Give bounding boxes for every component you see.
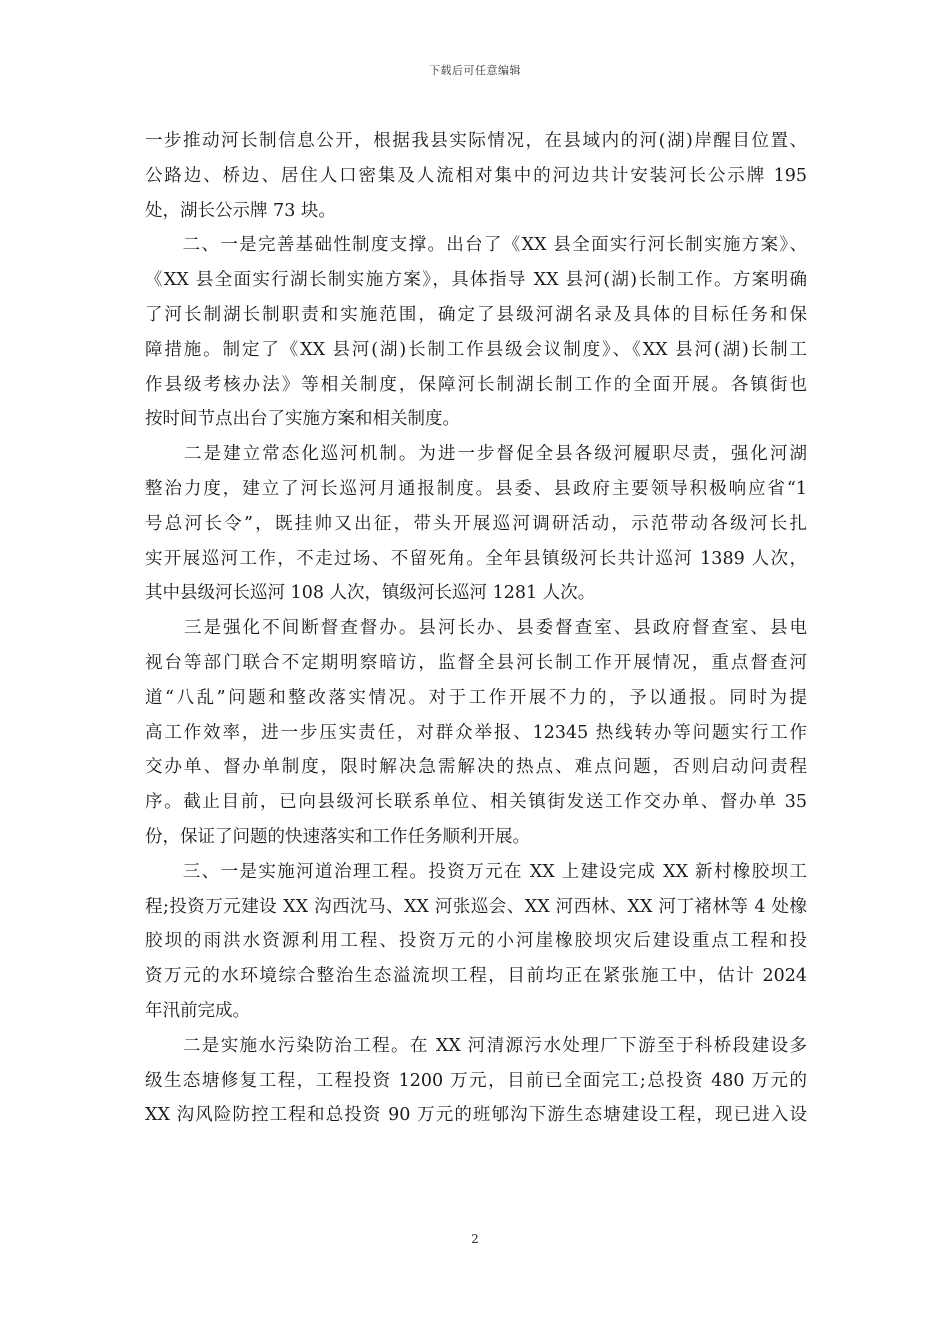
text-line: 份，保证了问题的快速落实和工作任务顺利开展。 [145,826,530,847]
text-line: 年汛前完成。 [145,1000,250,1021]
text-line: 《XX 县全面实行湖长制实施方案》，具体指导 XX 县河(湖)长制工作。方案明确 [145,270,807,291]
document-body [145,124,807,1133]
text-line: 二、一是完善基础性制度支撑。出台了《XX 县全面实行河长制实施方案》、 [145,235,807,256]
text-line: 一步推动河长制信息公开，根据我县实际情况，在县域内的河(湖)岸醒目位置、 [145,131,807,151]
page-number: 2 [471,1232,479,1246]
text-line: 二是实施水污染防治工程。在 XX 河清源污水处理厂下游至于科桥段建设多 [145,1035,807,1056]
text-line: 道“八乱”问题和整改落实情况。对于工作开展不力的，予以通报。同时为提 [145,687,807,708]
text-line: 级生态塘修复工程，工程投资 1200 万元，目前已全面完工;总投资 480 万元的 [145,1070,807,1091]
text-line: 资万元的水环境综合整治生态溢流坝工程，目前均正在紧张施工中，估计 2024 [145,966,807,987]
text-line: 高工作效率，进一步压实责任，对群众举报、12345 热线转办等问题实行工作 [145,722,807,743]
text-line: 按时间节点出台了实施方案和相关制度。 [145,409,460,430]
text-line: 障措施。制定了《XX 县河(湖)长制工作县级会议制度》、《XX 县河(湖)长制工 [145,339,807,360]
text-line: 序。截止目前，已向县级河长联系单位、相关镇街发送工作交办单、督办单 35 [145,792,807,813]
text-line: 公路边、桥边、居住人口密集及人流相对集中的河边共计安装河长公示牌 195 [145,165,807,186]
text-line: 其中县级河长巡河 108 人次，镇级河长巡河 1281 人次。 [145,583,596,604]
text-line: 胶坝的雨洪水资源利用工程、投资万元的小河崖橡胶坝灾后建设重点工程和投 [145,931,807,952]
text-line: 实开展巡河工作，不走过场、不留死角。全年县镇级河长共计巡河 1389 人次， [145,548,807,569]
text-line: 整治力度，建立了河长巡河月通报制度。县委、县政府主要领导积极响应省“1 [145,478,807,499]
text-line: 处，湖长公示牌 73 块。 [145,200,336,221]
text-line: 作县级考核办法》等相关制度，保障河长制湖长制工作的全面开展。各镇街也 [145,374,807,395]
text-line: 号总河长令”，既挂帅又出征，带头开展巡河调研活动，示范带动各级河长扎 [145,513,807,534]
text-line: 交办单、督办单制度，限时解决急需解决的热点、难点问题，否则启动问责程 [145,757,807,778]
page-header: 下载后可任意编辑 [429,64,521,77]
text-line: 了河长制湖长制职责和实施范围，确定了县级河湖名录及具体的目标任务和保 [145,304,807,325]
text-line: 三是强化不间断督查督办。县河长办、县委督查室、县政府督查室、县电 [145,618,807,639]
text-line: 三、一是实施河道治理工程。投资万元在 XX 上建设完成 XX 新村橡胶坝工 [145,861,807,882]
text-line: 视台等部门联合不定期明察暗访，监督全县河长制工作开展情况，重点督查河 [145,652,807,673]
text-line: XX 沟风险防控工程和总投资 90 万元的班郇沟下游生态塘建设工程，现已进入设 [145,1105,807,1126]
text-line: 程;投资万元建设 XX 沟西沈马、XX 河张巡会、XX 河西林、XX 河丁褚林等 4 处橡 [145,896,807,917]
text-line: 二是建立常态化巡河机制。为进一步督促全县各级河履职尽责，强化河湖 [145,444,807,465]
